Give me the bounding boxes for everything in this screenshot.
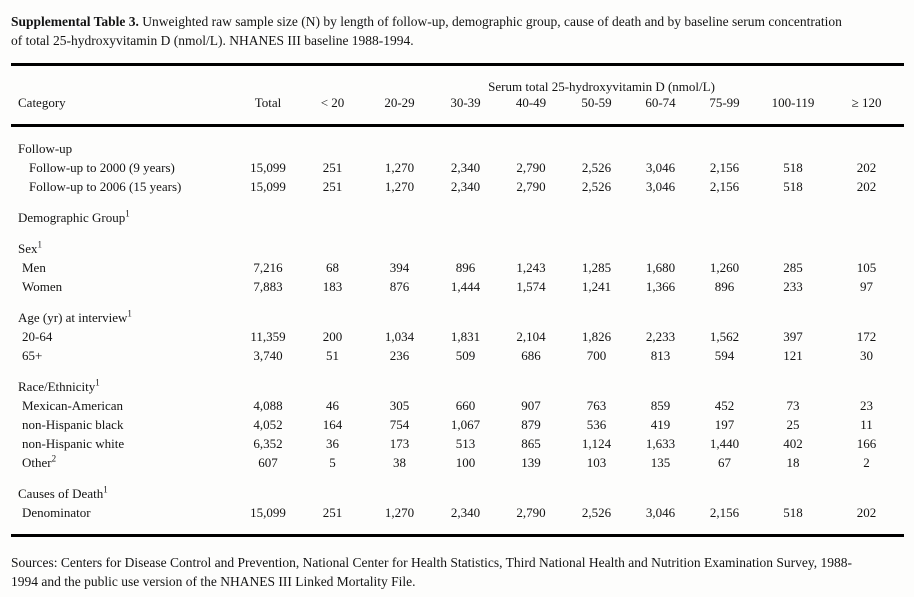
column-header-lt20: < 20 — [299, 95, 366, 126]
column-header-30-39: 30-39 — [433, 95, 498, 126]
cell: 67 — [718, 455, 731, 470]
cell: 2,233 — [645, 329, 676, 344]
cell: 2,790 — [516, 505, 546, 520]
cell: 2,790 — [516, 179, 546, 194]
cell: 183 — [322, 279, 343, 294]
cell: 763 — [586, 398, 607, 413]
cell: 1,260 — [709, 260, 740, 275]
table-caption — [11, 13, 856, 50]
section-label: Race/Ethnicity$^1$ — [18, 377, 100, 394]
cell: 402 — [783, 436, 803, 451]
cell: 251 — [322, 505, 343, 520]
cell: 51 — [326, 348, 339, 363]
table-row — [11, 177, 904, 196]
cell: 100 — [455, 455, 476, 470]
cell: 18 — [786, 455, 800, 470]
column-header-row — [11, 95, 904, 126]
cell: 135 — [650, 455, 671, 470]
cell: 103 — [586, 455, 607, 470]
cell: 1,034 — [384, 329, 415, 344]
table-header — [11, 65, 904, 126]
cell: 3,046 — [645, 179, 676, 194]
spanning-header-spacer — [11, 65, 237, 96]
section-row — [11, 196, 904, 227]
section-row — [11, 126, 904, 159]
table-row — [11, 396, 904, 415]
column-header-40-49: 40-49 — [498, 95, 564, 126]
cell: 305 — [389, 398, 410, 413]
cell: 15,099 — [250, 505, 286, 520]
column-header-100-119: 100-119 — [757, 95, 829, 126]
cell: 536 — [586, 417, 607, 432]
cell: 139 — [521, 455, 541, 470]
cell: 202 — [856, 179, 877, 194]
column-header-20-29: 20-29 — [366, 95, 433, 126]
cell: 172 — [856, 329, 877, 344]
cell: 876 — [389, 279, 410, 294]
cell: 202 — [856, 505, 877, 520]
cell: 121 — [783, 348, 803, 363]
row-label: Women — [22, 279, 63, 294]
footnote-marker: 1 — [103, 484, 108, 495]
cell: 30 — [860, 348, 874, 363]
cell: 2,104 — [516, 329, 546, 344]
cell: 4,052 — [253, 417, 283, 432]
cell: 394 — [389, 260, 410, 275]
cell: 1,680 — [645, 260, 676, 275]
table-row — [11, 453, 904, 472]
footnote-marker: 1 — [95, 377, 100, 388]
cell: 452 — [714, 398, 735, 413]
table-row — [11, 258, 904, 277]
cell: 1,562 — [709, 329, 740, 344]
cell: 607 — [258, 455, 278, 470]
cell: 907 — [521, 398, 541, 413]
cell: 285 — [783, 260, 803, 275]
row-label: non-Hispanic white — [22, 436, 125, 451]
cell: 236 — [389, 348, 410, 363]
cell: 2,340 — [450, 179, 481, 194]
cell: 700 — [586, 348, 607, 363]
footnote-marker: 1 — [37, 239, 42, 250]
cell: 865 — [521, 436, 541, 451]
row-label: non-Hispanic black — [22, 417, 124, 432]
cell: 202 — [856, 160, 877, 175]
cell: 15,099 — [250, 179, 286, 194]
column-header-75-99: 75-99 — [692, 95, 757, 126]
cell: 1,633 — [645, 436, 676, 451]
cell: 166 — [856, 436, 877, 451]
cell: 97 — [860, 279, 874, 294]
cell: 754 — [389, 417, 410, 432]
cell: 896 — [455, 260, 476, 275]
column-header-total: Total — [237, 95, 299, 126]
serum-group-header: Serum total 25-hydroxyvitamin D (nmol/L) — [488, 79, 715, 94]
cell: 859 — [650, 398, 671, 413]
cell: 251 — [322, 160, 343, 175]
cell: 15,099 — [250, 160, 286, 175]
spanning-header-spacer — [237, 65, 299, 96]
cell: 11 — [860, 417, 873, 432]
cell: 7,883 — [253, 279, 283, 294]
cell: 509 — [455, 348, 476, 363]
cell: 4,088 — [253, 398, 283, 413]
cell: 1,366 — [645, 279, 676, 294]
cell: 7,216 — [253, 260, 283, 275]
table-caption-text: Unweighted raw sample size (N) by length of follow-up, demographic group, cause of death and by baseline serum concentration of total 25-hydroxyvitamin D (nmol/L). NHANES III baseline 1988-1994. — [11, 14, 842, 48]
footnote-marker: 1 — [127, 308, 132, 319]
cell: 68 — [326, 260, 339, 275]
cell: 197 — [714, 417, 735, 432]
cell: 1,285 — [581, 260, 612, 275]
cell: 813 — [650, 348, 671, 363]
row-label: Men — [22, 260, 46, 275]
section-row — [11, 296, 904, 327]
cell: 3,740 — [253, 348, 283, 363]
cell: 3,046 — [645, 160, 676, 175]
cell: 1,270 — [384, 505, 415, 520]
table-row — [11, 327, 904, 346]
cell: 1,831 — [450, 329, 481, 344]
sources-note: Sources: Centers for Disease Control and Prevention, National Center for Health Statistics, Third National Health and Nutrition Examination Survey, 1988-1994 and the public use version of the NHANES III Linked Mortality File. — [11, 555, 852, 589]
spanning-header-row — [11, 65, 904, 96]
cell: 419 — [650, 417, 671, 432]
footnote-marker: 1 — [125, 208, 130, 219]
section-row — [11, 365, 904, 396]
cell: 2,156 — [709, 179, 740, 194]
cell: 518 — [783, 160, 803, 175]
cell: 2,156 — [709, 505, 740, 520]
cell: 25 — [786, 417, 800, 432]
cell: 660 — [455, 398, 476, 413]
cell: 11,359 — [250, 329, 286, 344]
cell: 3,046 — [645, 505, 676, 520]
cell: 2,526 — [581, 505, 612, 520]
cell: 1,067 — [450, 417, 481, 432]
cell: 1,444 — [450, 279, 481, 294]
section-label: Age (yr) at interview$^1$ — [18, 308, 132, 325]
row-label: Follow-up to 2000 (9 years) — [29, 160, 175, 175]
row-label: Follow-up to 2006 (15 years) — [29, 179, 182, 194]
cell: 518 — [783, 179, 803, 194]
column-header-ge120: ≥ 120 — [829, 95, 904, 126]
column-header-60-74: 60-74 — [629, 95, 692, 126]
section-label: Causes of Death$^1$ — [18, 484, 108, 501]
cell: 513 — [455, 436, 476, 451]
table-body — [11, 126, 904, 536]
row-label: 20-64 — [22, 329, 53, 344]
section-row — [11, 227, 904, 258]
row-label: Denominator — [22, 505, 91, 520]
cell: 686 — [521, 348, 541, 363]
cell: 1,440 — [709, 436, 740, 451]
cell: 1,241 — [581, 279, 612, 294]
cell: 1,826 — [581, 329, 612, 344]
cell: 2 — [863, 455, 870, 470]
section-row — [11, 472, 904, 503]
footnote-marker: 2 — [51, 453, 57, 464]
row-label: Mexican-American — [22, 398, 124, 413]
table-row — [11, 277, 904, 296]
cell: 2,526 — [581, 179, 612, 194]
cell: 46 — [326, 398, 339, 413]
cell: 1,243 — [516, 260, 546, 275]
row-label: Other$^2$ — [22, 453, 57, 470]
cell: 2,340 — [450, 505, 481, 520]
section-label: Follow-up — [18, 141, 73, 156]
cell: 594 — [714, 348, 735, 363]
cell: 1,124 — [581, 436, 612, 451]
cell: 1,270 — [384, 179, 415, 194]
cell: 5 — [329, 455, 336, 470]
cell: 879 — [521, 417, 541, 432]
cell: 251 — [322, 179, 343, 194]
cell: 23 — [860, 398, 874, 413]
table-row — [11, 346, 904, 365]
cell: 105 — [856, 260, 877, 275]
table-row — [11, 434, 904, 453]
column-header-category: Category — [11, 95, 237, 126]
section-label: Sex$^1$ — [18, 239, 42, 256]
cell: 73 — [786, 398, 800, 413]
section-label: Demographic Group$^1$ — [18, 208, 130, 225]
cell: 2,156 — [709, 160, 740, 175]
cell: 1,270 — [384, 160, 415, 175]
table-row — [11, 415, 904, 434]
row-label: 65+ — [22, 348, 43, 363]
cell: 164 — [322, 417, 343, 432]
cell: 2,790 — [516, 160, 546, 175]
sample-size-table — [11, 63, 904, 537]
cell: 36 — [326, 436, 339, 451]
cell: 6,352 — [253, 436, 283, 451]
cell: 397 — [783, 329, 803, 344]
table-row — [11, 158, 904, 177]
cell: 38 — [393, 455, 406, 470]
cell: 2,526 — [581, 160, 612, 175]
cell: 1,574 — [516, 279, 546, 294]
cell: 2,340 — [450, 160, 481, 175]
cell: 173 — [389, 436, 410, 451]
table-caption-label: Supplemental Table 3. — [11, 14, 139, 29]
cell: 896 — [714, 279, 735, 294]
cell: 233 — [783, 279, 803, 294]
cell: 200 — [322, 329, 343, 344]
table-row — [11, 503, 904, 536]
cell: 518 — [783, 505, 803, 520]
column-header-50-59: 50-59 — [564, 95, 629, 126]
